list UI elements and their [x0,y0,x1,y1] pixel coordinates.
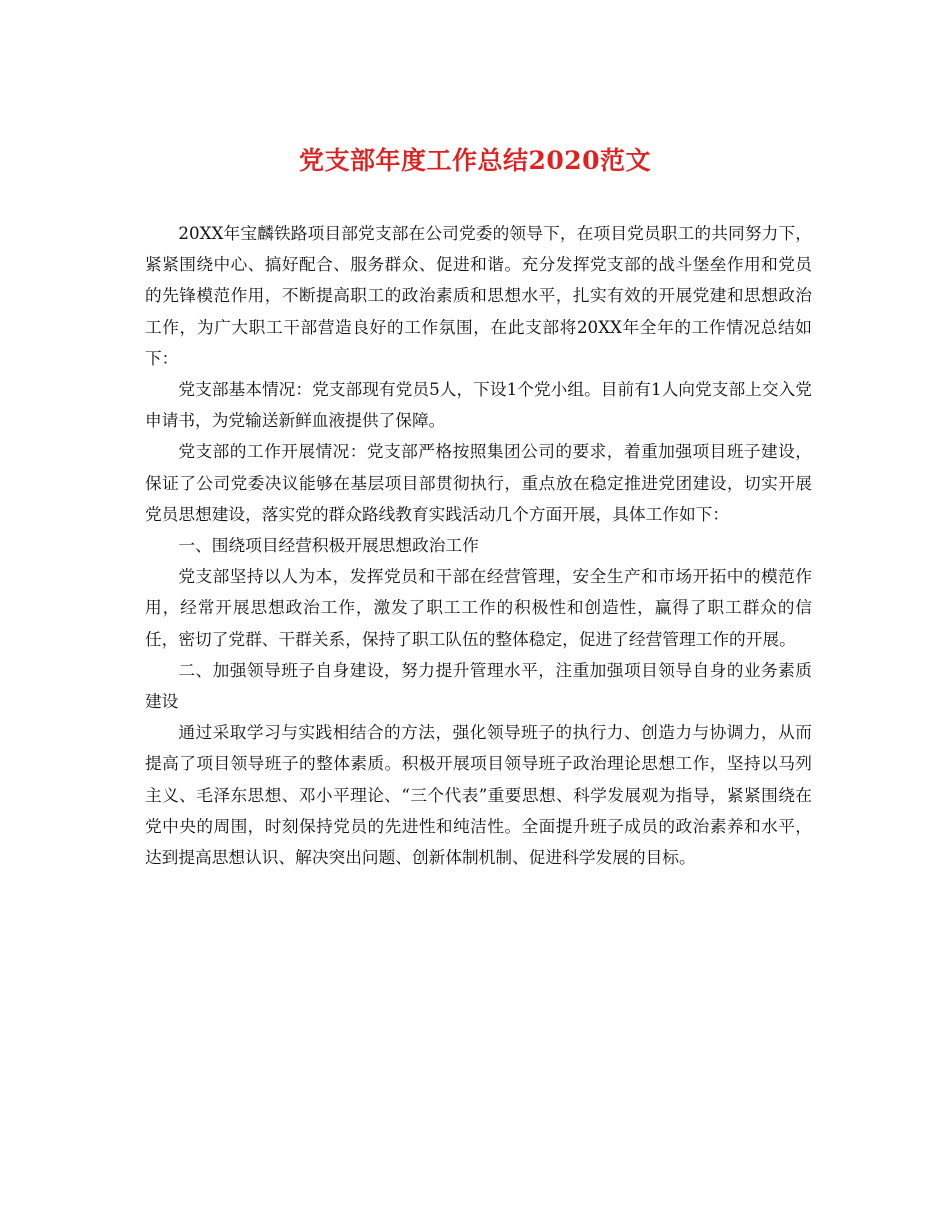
paragraph-section-2: 通过采取学习与实践相结合的方法，强化领导班子的执行力、创造力与协调力，从而提高了项目领导班子的整体素质。积极开展项目领导班子政治理论思想工作，坚持以马列主义、毛泽东思想、邓小平理论、“三个代表”重要思想、科学发展观为指导，紧紧围绕在党中央的周围，时刻保持党员的先进性和纯洁性。全面提升班子成员的政治素养和水平，达到提高思想认识、解决突出问题、创新体制机制、促进科学发展的目标。 [145,722,812,868]
document-title: 党支部年度工作总结2020范文 [298,146,652,175]
paragraph-section-1: 党支部坚持以人为本，发挥党员和干部在经营管理，安全生产和市场开拓中的模范作用，经常开展思想政治工作，激发了职工工作的积极性和创造性，赢得了职工群众的信任，密切了党群、干群关系，保持了职工队伍的整体稳定，促进了经营管理工作的开展。 [145,566,812,649]
paragraph-intro: 20XX年宝麟铁路项目部党支部在公司党委的领导下，在项目党员职工的共同努力下，紧紧围绕中心、搞好配合、服务群众、促进和谐。充分发挥党支部的战斗堡垒作用和党员的先锋模范作用，不断提高职工的政治素质和思想水平，扎实有效的开展党建和思想政治工作，为广大职工干部营造良好的工作氛围，在此支部将20XX年全年的工作情况总结如下： [145,223,812,368]
document-body [145,218,812,873]
section-heading-1: 一、围绕项目经营积极开展思想政治工作 [178,535,479,556]
paragraph-work-overview: 党支部的工作开展情况：党支部严格按照集团公司的要求，着重加强项目班子建设，保证了公司党委决议能够在基层项目部贯彻执行，重点放在稳定推进党团建设，切实开展党员思想建设，落实党的群众路线教育实践活动几个方面开展，具体工作如下： [145,441,812,524]
section-heading-2: 二、加强领导班子自身建设，努力提升管理水平，注重加强项目领导自身的业务素质建设 [145,659,812,712]
paragraph-basic-info: 党支部基本情况：党支部现有党员5人，下设1个党小组。目前有1人向党支部上交入党申请书，为党输送新鲜血液提供了保障。 [145,379,812,431]
